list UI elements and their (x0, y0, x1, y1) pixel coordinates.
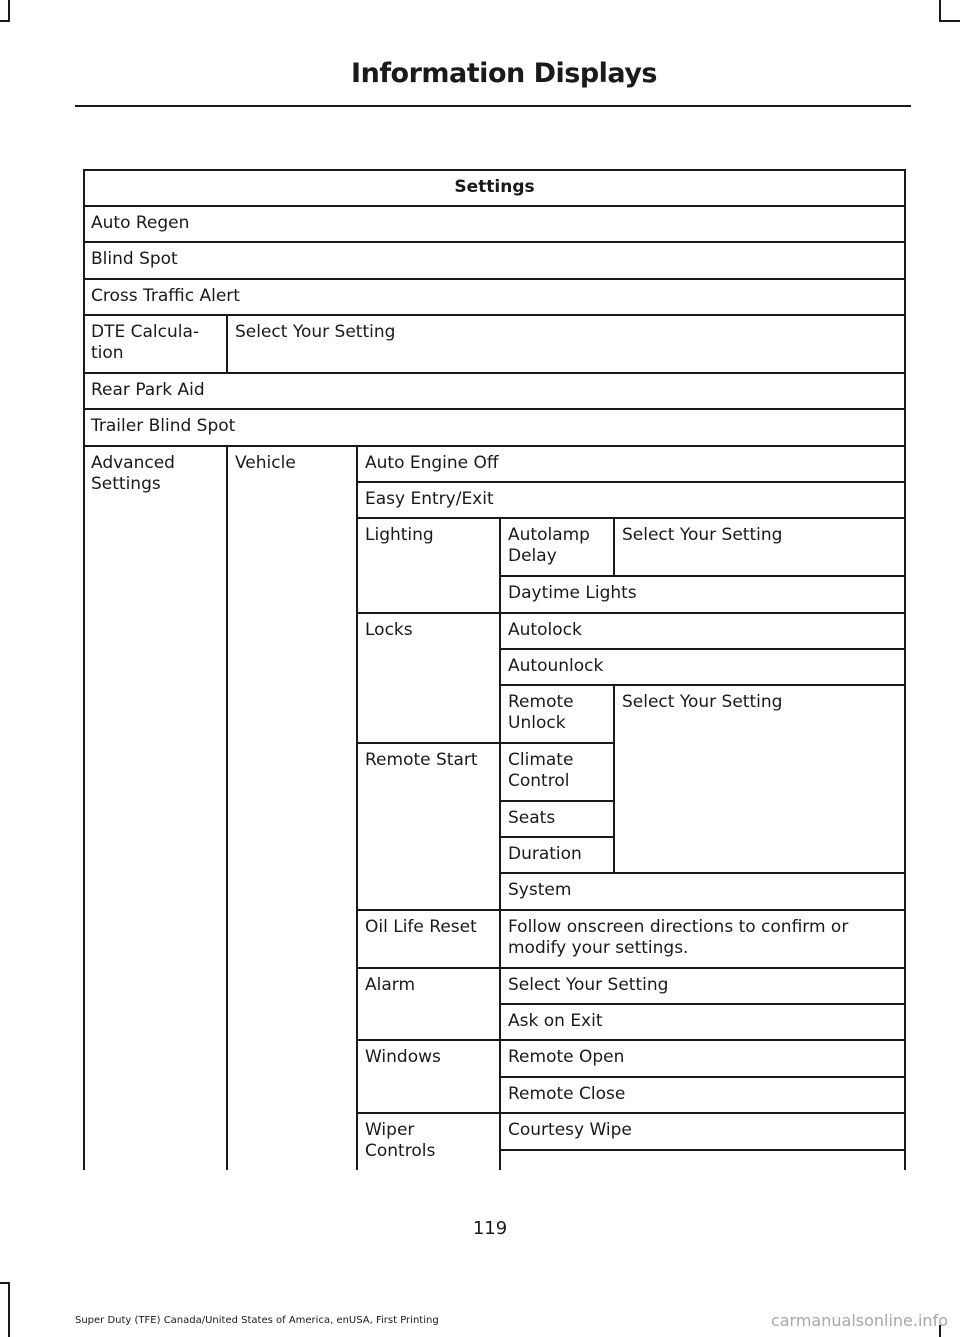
setting-dte-calculation: DTE Calcula- tion (91, 322, 200, 363)
setting-cross-traffic-alert: Cross Traffic Alert (91, 286, 240, 306)
table-rule (83, 205, 906, 207)
crop-mark (0, 1282, 10, 1284)
crop-mark (939, 0, 941, 22)
page-title: Information Displays (351, 58, 657, 89)
setting-seats: Seats (508, 808, 556, 828)
setting-auto-regen: Auto Regen (91, 213, 190, 233)
setting-remote-open: Remote Open (508, 1047, 625, 1067)
setting-remote-start: Remote Start (365, 750, 478, 770)
crop-mark (8, 1282, 10, 1337)
table-rule (83, 314, 906, 316)
crop-mark (939, 20, 960, 22)
table-rule (356, 612, 906, 614)
setting-alarm: Alarm (365, 975, 416, 995)
setting-autolamp-delay: Autolamp Delay (508, 525, 590, 566)
setting-courtesy-wipe: Courtesy Wipe (508, 1120, 632, 1140)
table-rule (904, 169, 906, 1170)
setting-easy-entry-exit: Easy Entry/Exit (365, 489, 494, 509)
crop-mark (0, 20, 10, 22)
setting-autounlock: Autounlock (508, 656, 604, 676)
dte-select-your-setting: Select Your Setting (235, 322, 396, 342)
setting-locks: Locks (365, 620, 413, 640)
title-rule (75, 105, 911, 107)
setting-autolock: Autolock (508, 620, 582, 640)
table-rule (500, 1149, 906, 1151)
setting-advanced-settings: Advanced Settings (91, 453, 175, 494)
edition-footer: Super Duty (TFE) Canada/United States of America, enUSA, First Printing (75, 1315, 439, 1326)
remote-select-your-setting: Select Your Setting (622, 692, 783, 712)
setting-windows: Windows (365, 1047, 441, 1067)
setting-oil-life-reset: Oil Life Reset (365, 917, 477, 937)
setting-trailer-blind-spot: Trailer Blind Spot (91, 416, 236, 436)
setting-duration: Duration (508, 844, 582, 864)
setting-remote-unlock: Remote Unlock (508, 692, 574, 733)
setting-rear-park-aid: Rear Park Aid (91, 380, 205, 400)
table-rule (226, 445, 228, 1170)
setting-wiper-controls: Wiper Controls (365, 1120, 436, 1161)
oil-life-instructions: Follow onscreen directions to confirm or modify your settings. (508, 917, 849, 958)
setting-daytime-lights: Daytime Lights (508, 583, 637, 603)
table-heading: Settings (454, 177, 535, 197)
setting-ask-on-exit: Ask on Exit (508, 1011, 603, 1031)
setting-vehicle: Vehicle (235, 453, 296, 473)
crop-mark (8, 0, 10, 22)
setting-climate-control: Climate Control (508, 750, 574, 791)
setting-auto-engine-off: Auto Engine Off (365, 453, 499, 473)
table-rule (83, 241, 906, 243)
alarm-select-your-setting: Select Your Setting (508, 975, 669, 995)
table-rule (83, 372, 906, 374)
watermark: carmanualsonline.info (770, 1311, 948, 1330)
autolamp-select-your-setting: Select Your Setting (622, 525, 783, 545)
setting-lighting: Lighting (365, 525, 434, 545)
setting-remote-close: Remote Close (508, 1084, 626, 1104)
setting-system: System (508, 880, 572, 900)
page-number: 119 (472, 1218, 508, 1239)
setting-blind-spot: Blind Spot (91, 249, 178, 269)
